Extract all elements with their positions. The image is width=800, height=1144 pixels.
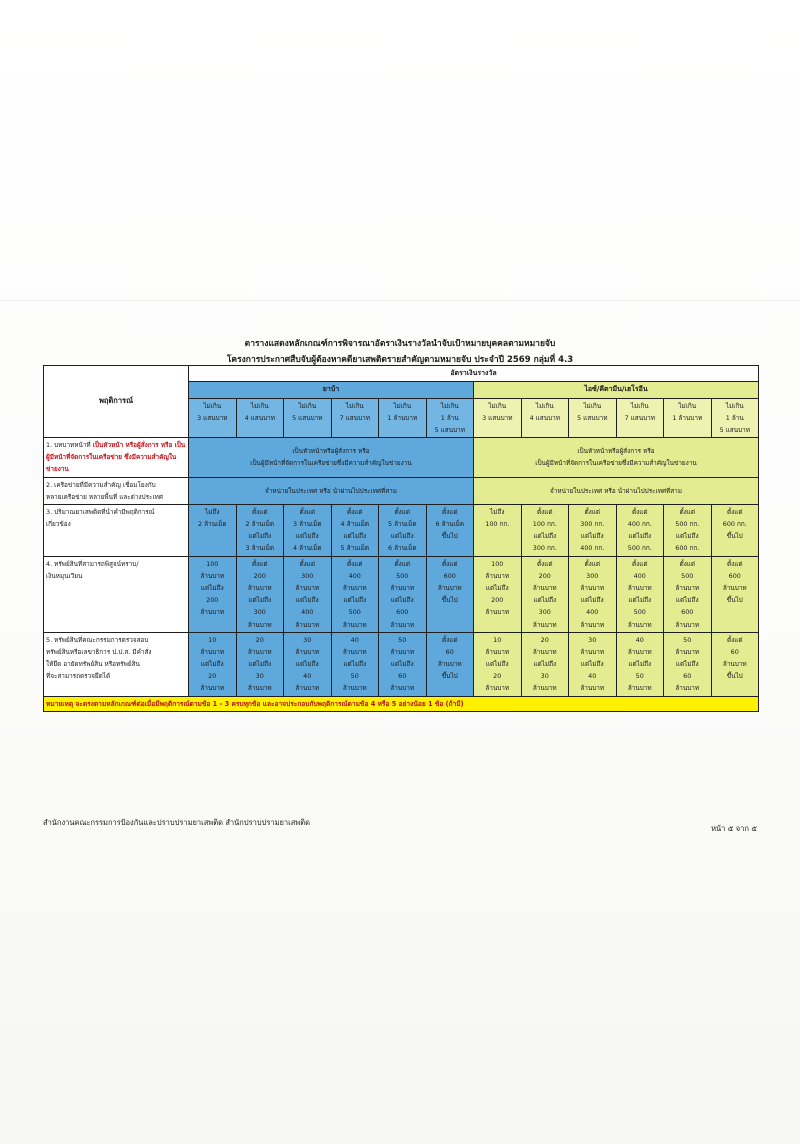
yaba-col-header-2 — [236, 398, 284, 438]
row4-ice-cell-4-line4: แต่ไม่ถึง — [628, 596, 652, 605]
row3-yaba-cell-4-line4: 5 ล้านเม็ด — [340, 544, 370, 553]
row3-yaba-cell-4-line3: แต่ไม่ถึง — [343, 532, 367, 541]
row4-ice-cell-5-line2: 500 — [681, 571, 694, 580]
row4-yaba-cell-1 — [189, 556, 237, 632]
row5-yaba-cell-6-line1: ตั้งแต่ — [441, 635, 458, 644]
row3-label-line1: 3. ปริมาณยาเสพติดที่นำคำมีพฤติการณ์ — [46, 507, 155, 516]
row5-yaba-cell-5-line1: 50 — [398, 635, 407, 644]
yaba-col-header-6-line1: ไม่เกิน — [440, 401, 459, 410]
row3-yaba-cell-5-line1: ตั้งแต่ — [394, 507, 411, 516]
row1-yaba-line2: เป็นผู้มีหน้าที่จัดการในเครือข่ายซึ่งมีความสำคัญในข่ายงาน — [250, 459, 412, 468]
row5-yaba-cell-4-line3: แต่ไม่ถึง — [343, 660, 367, 669]
row5-ice-cell-5-line4: 60 — [683, 672, 692, 681]
row5-ice-cell-6-line3: ล้านบาท — [722, 660, 747, 669]
row5-ice-cell-6-line2: 60 — [730, 647, 739, 656]
row4-ice-cell-4-line3: ล้านบาท — [627, 584, 652, 592]
row4-yaba-cell-4-line2: 400 — [348, 571, 361, 580]
ice-col-header-3 — [569, 398, 617, 438]
row4-yaba-cell-2-line6: ล้านบาท — [247, 620, 272, 629]
row5-yaba-cell-6-line2: 60 — [445, 647, 454, 656]
row3-ice-cell-5 — [664, 504, 712, 556]
row4-yaba-cell-3-line2: 300 — [301, 571, 314, 580]
row5-yaba-cell-5-line2: ล้านบาท — [390, 647, 415, 656]
row3-ice-cell-4-line4: 500 กก. — [627, 544, 652, 553]
yaba-col-header-3-line2: 5 แสนบาท — [292, 413, 323, 422]
row3-yaba-cell-5-line2: 5 ล้านเม็ด — [387, 520, 417, 529]
row5-yaba-cell-2-line5: ล้านบาท — [247, 684, 272, 693]
row5-ice-cell-3-line4: 40 — [588, 672, 597, 681]
row4-yaba-cell-1-line3: แต่ไม่ถึง — [200, 584, 224, 592]
row4-yaba-cell-4-line5: 500 — [348, 608, 361, 617]
row5-ice-cell-3 — [569, 632, 617, 696]
yaba-col-header-3-line1: ไม่เกิน — [298, 401, 317, 410]
row5-yaba-cell-5-line4: 60 — [398, 672, 407, 681]
ice-col-header-3-line2: 5 แสนบาท — [577, 413, 608, 422]
row5-ice-cell-4 — [616, 632, 664, 696]
row1-label-red: เป็นหัวหน้า หรือผู้สั่งการ หรือ เป็นผู้มีหน้าที่จัดการในเครือข่าย ซึ่งมีความสำคัญในข่ายงาน — [46, 441, 186, 474]
yaba-col-header-6-line3: 5 แสนบาท — [434, 425, 465, 434]
row4-ice-cell-4-line2: 400 — [633, 571, 646, 580]
row3-ice-cell-6-line1: ตั้งแต่ — [726, 507, 743, 516]
row3-label — [44, 504, 189, 556]
row5-yaba-cell-1-line2: ล้านบาท — [200, 647, 225, 656]
row4-yaba-cell-5-line5: 600 — [396, 608, 409, 617]
ice-col-header-5-line2: 1 ล้านบาท — [672, 413, 703, 422]
row4-ice-cell-3-line1: ตั้งแต่ — [584, 559, 601, 568]
ice-col-header-6-line1: ไม่เกิน — [725, 401, 744, 410]
row5-ice-cell-4-line5: ล้านบาท — [627, 684, 652, 693]
ice-col-header-2 — [521, 398, 569, 438]
yaba-col-header-4-line2: 7 แสนบาท — [339, 413, 370, 422]
ice-col-header-2-line2: 4 แสนบาท — [529, 413, 560, 422]
row3-yaba-cell-6 — [426, 504, 474, 556]
row4-yaba-cell-2-line1: ตั้งแต่ — [251, 559, 268, 568]
row3-yaba-cell-5-line3: แต่ไม่ถึง — [390, 532, 414, 541]
row4-ice-cell-3-line6: ล้านบาท — [580, 620, 605, 629]
row5-ice-cell-5-line1: 50 — [683, 635, 692, 644]
row4-ice-cell-3 — [569, 556, 617, 632]
row3-yaba-cell-1 — [189, 504, 237, 556]
row3-yaba-cell-2-line4: 3 ล้านเม็ด — [245, 544, 275, 553]
row4-yaba-cell-3-line6: ล้านบาท — [295, 620, 320, 629]
row4-ice-cell-2 — [521, 556, 569, 632]
row4-ice-cell-1-line5: ล้านบาท — [485, 608, 510, 617]
row4-ice-cell-5-line4: แต่ไม่ถึง — [675, 596, 699, 605]
row4-ice-cell-3-line4: แต่ไม่ถึง — [580, 596, 604, 605]
row5-ice-cell-4-line1: 40 — [635, 635, 644, 644]
row4-ice-cell-1-line3: แต่ไม่ถึง — [485, 584, 509, 592]
row5-yaba-cell-2-line2: ล้านบาท — [247, 647, 272, 656]
row4-yaba-cell-4-line6: ล้านบาท — [342, 620, 367, 629]
row1-ice-line1: เป็นหัวหน้าหรือผู้สั่งการ หรือ — [577, 447, 655, 456]
row5-yaba-cell-3-line1: 30 — [303, 635, 312, 644]
yaba-col-header-1-line1: ไม่เกิน — [203, 401, 222, 410]
row5-yaba-cell-5 — [379, 632, 427, 696]
yaba-col-header-5-line2: 1 ล้านบาท — [387, 413, 418, 422]
row4-ice-cell-4-line6: ล้านบาท — [627, 620, 652, 629]
row4-yaba-cell-3 — [284, 556, 332, 632]
row4-label — [44, 556, 189, 632]
ice-col-header-1-line2: 3 แสนบาท — [482, 413, 513, 422]
row5-ice-cell-1-line5: ล้านบาท — [485, 684, 510, 693]
row2-ice: จำหน่ายในประเทศ หรือ นำผ่านไปประเทศที่สาม — [474, 477, 759, 504]
row1-ice — [474, 438, 759, 478]
row4-yaba-cell-2-line2: 200 — [253, 571, 266, 580]
row5-ice-cell-3-line1: 30 — [588, 635, 597, 644]
ice-col-header-4-line1: ไม่เกิน — [630, 401, 649, 410]
row4-yaba-cell-6-line4: ขึ้นไป — [441, 596, 458, 605]
row4-yaba-cell-5-line6: ล้านบาท — [390, 620, 415, 629]
row3-yaba-cell-2 — [236, 504, 284, 556]
row4-ice-cell-2-line5: 300 — [538, 608, 551, 617]
row5-ice-cell-4-line3: แต่ไม่ถึง — [628, 660, 652, 669]
row5-yaba-cell-1-line4: 20 — [208, 672, 217, 681]
row5-ice-cell-6-line1: ตั้งแต่ — [726, 635, 743, 644]
row4-ice-cell-5-line3: ล้านบาท — [675, 584, 700, 592]
row4-yaba-cell-1-line5: ล้านบาท — [200, 608, 225, 617]
row4-yaba-cell-3-line3: ล้านบาท — [295, 584, 320, 592]
row4-ice-cell-2-line2: 200 — [538, 571, 551, 580]
row5-ice-cell-5 — [664, 632, 712, 696]
row4-yaba-cell-4-line1: ตั้งแต่ — [346, 559, 363, 568]
row4-yaba-cell-2-line3: ล้านบาท — [247, 584, 272, 592]
row3-ice-cell-3 — [569, 504, 617, 556]
row4-yaba-cell-5-line2: 500 — [396, 571, 409, 580]
row3-ice-cell-6 — [711, 504, 759, 556]
ice-col-header-6-line3: 5 แสนบาท — [719, 425, 750, 434]
row5-yaba-cell-4-line2: ล้านบาท — [342, 647, 367, 656]
behavior-header: พฤติการณ์ — [44, 366, 189, 438]
row4-yaba-cell-6 — [426, 556, 474, 632]
row3-yaba-cell-5 — [379, 504, 427, 556]
yaba-col-header-2-line2: 4 แสนบาท — [244, 413, 275, 422]
row2-label-line2: หลายเครือข่าย หลายพื้นที่ และต่างประเทศ — [46, 492, 163, 501]
row3-yaba-cell-6-line2: 6 ล้านเม็ด — [435, 520, 465, 529]
row2-label — [44, 477, 189, 504]
page-fold-line — [0, 300, 800, 301]
reward-criteria-table — [43, 365, 759, 712]
row3-ice-cell-3-line4: 400 กก. — [580, 544, 605, 553]
row3-yaba-cell-2-line2: 2 ล้านเม็ด — [245, 520, 275, 529]
yaba-col-header-3 — [284, 398, 332, 438]
row5-ice-cell-1-line1: 10 — [493, 635, 502, 644]
row4-ice-cell-4-line1: ตั้งแต่ — [631, 559, 648, 568]
row3-ice-cell-1 — [474, 504, 522, 556]
row5-ice-cell-4-line2: ล้านบาท — [627, 647, 652, 656]
row3-ice-cell-2 — [521, 504, 569, 556]
document-subtitle: โครงการประกาศสืบจับผู้ต้องหาคดียาเสพติดรายสำคัญตามหมายจับ ประจำปี 2569 กลุ่มที่ 4.3 — [226, 355, 574, 365]
row4-yaba-cell-5 — [379, 556, 427, 632]
row5-ice-cell-4-line4: 50 — [635, 672, 644, 681]
row3-ice-cell-2-line1: ตั้งแต่ — [536, 507, 553, 516]
yaba-col-header-4-line1: ไม่เกิน — [345, 401, 364, 410]
page-number: หน้า ๕ จาก ๕ — [711, 824, 757, 833]
row5-yaba-cell-1-line1: 10 — [208, 635, 217, 644]
row5-ice-cell-6 — [711, 632, 759, 696]
ice-col-header-5-line1: ไม่เกิน — [678, 401, 697, 410]
row3-ice-cell-2-line2: 100 กก. — [532, 520, 557, 529]
row4-yaba-cell-6-line2: 600 — [443, 571, 456, 580]
row4-yaba-cell-1-line1: 100 — [206, 559, 219, 568]
row3-yaba-cell-3-line3: แต่ไม่ถึง — [295, 532, 319, 541]
row5-yaba-cell-3 — [284, 632, 332, 696]
row4-yaba-cell-2-line4: แต่ไม่ถึง — [248, 596, 272, 605]
row4-yaba-cell-3-line1: ตั้งแต่ — [299, 559, 316, 568]
row3-ice-cell-6-line2: 600 กก. — [722, 520, 747, 529]
row5-yaba-cell-2 — [236, 632, 284, 696]
row4-yaba-cell-2 — [236, 556, 284, 632]
row4-ice-cell-4 — [616, 556, 664, 632]
row5-ice-cell-2 — [521, 632, 569, 696]
row5-ice-cell-1-line3: แต่ไม่ถึง — [485, 660, 509, 669]
ice-col-header-4-line2: 7 แสนบาท — [624, 413, 655, 422]
row5-ice-cell-5-line5: ล้านบาท — [675, 684, 700, 693]
row4-yaba-cell-3-line5: 400 — [301, 608, 314, 617]
yaba-col-header-5 — [379, 398, 427, 438]
row5-yaba-cell-3-line4: 40 — [303, 672, 312, 681]
row4-ice-cell-4-line5: 500 — [633, 608, 646, 617]
row3-ice-cell-3-line1: ตั้งแต่ — [584, 507, 601, 516]
row4-ice-cell-2-line4: แต่ไม่ถึง — [533, 596, 557, 605]
row3-ice-cell-5-line3: แต่ไม่ถึง — [675, 532, 699, 541]
yaba-col-header-6 — [426, 398, 474, 438]
row1-label — [44, 438, 189, 478]
ice-col-header-4 — [616, 398, 664, 438]
row3-ice-cell-2-line4: 300 กก. — [532, 544, 557, 553]
row5-yaba-cell-4-line5: ล้านบาท — [342, 684, 367, 693]
row1-ice-line2: เป็นผู้มีหน้าที่จัดการในเครือข่ายซึ่งมีความสำคัญในข่ายงาน — [535, 459, 697, 468]
row5-yaba-cell-1 — [189, 632, 237, 696]
row4-label-line1: 4. ทรัพย์สินที่สามารถพิสูจน์ทราบ/ — [46, 559, 139, 568]
group-ice-header: ไอซ์/คีตามีน/เฮโรอีน — [474, 382, 759, 398]
row3-yaba-cell-5-line4: 6 ล้านเม็ด — [387, 544, 417, 553]
yaba-col-header-4 — [331, 398, 379, 438]
ice-col-header-5 — [664, 398, 712, 438]
row3-ice-cell-3-line3: แต่ไม่ถึง — [580, 532, 604, 541]
row3-yaba-cell-3-line4: 4 ล้านเม็ด — [292, 544, 322, 553]
row3-yaba-cell-1-line1: ไม่ถึง — [205, 507, 220, 516]
row5-yaba-cell-5-line5: ล้านบาท — [390, 684, 415, 693]
row4-ice-cell-2-line1: ตั้งแต่ — [536, 559, 553, 568]
row3-label-line2: เกี่ยวข้อง — [46, 520, 71, 529]
row3-yaba-cell-4 — [331, 504, 379, 556]
row5-label-line3: ให้ยึด อายัดทรัพย์สิน หรือทรัพย์สิน — [46, 660, 140, 669]
row3-ice-cell-5-line1: ตั้งแต่ — [679, 507, 696, 516]
row5-ice-cell-2-line5: ล้านบาท — [532, 684, 557, 693]
row4-yaba-cell-3-line4: แต่ไม่ถึง — [295, 596, 319, 605]
row5-yaba-cell-6-line3: ล้านบาท — [437, 660, 462, 669]
note: หมายเหตุ จะตรงตามหลักเกณฑ์ต่อเมื่อมีพฤติการณ์ตามข้อ 1 - 3 ครบทุกข้อ และอาจประกอบกับพฤติการณ์ตามข้อ 4 หรือ 5 อย่างน้อย 1 ข้อ (ถ้ามี) — [44, 696, 759, 712]
yaba-col-header-1 — [189, 398, 237, 438]
row4-ice-cell-3-line5: 400 — [586, 608, 599, 617]
ice-col-header-1 — [474, 398, 522, 438]
row4-ice-cell-3-line3: ล้านบาท — [580, 584, 605, 592]
row5-yaba-cell-2-line4: 30 — [255, 672, 264, 681]
row4-yaba-cell-6-line3: ล้านบาท — [437, 584, 462, 592]
row4-ice-cell-1-line2: ล้านบาท — [485, 571, 510, 580]
row4-yaba-cell-1-line4: 200 — [206, 596, 219, 605]
row3-ice-cell-6-line3: ขึ้นไป — [726, 532, 743, 541]
ice-col-header-6 — [711, 398, 759, 438]
row3-yaba-cell-3-line1: ตั้งแต่ — [299, 507, 316, 516]
row4-ice-cell-5-line6: ล้านบาท — [675, 620, 700, 629]
group-yaba-header: ยาบ้า — [189, 382, 474, 398]
row5-yaba-cell-1-line3: แต่ไม่ถึง — [200, 660, 224, 669]
yaba-col-header-2-line1: ไม่เกิน — [250, 401, 269, 410]
row1-yaba — [189, 438, 474, 478]
row5-ice-cell-3-line5: ล้านบาท — [580, 684, 605, 693]
row4-ice-cell-3-line2: 300 — [586, 571, 599, 580]
ice-col-header-6-line2: 1 ล้าน — [725, 413, 744, 422]
agency-footer: สำนักงานคณะกรรมการป้องกันและปราบปรามยาเสพติด สำนักปราบปรามยาเสพติด — [43, 818, 310, 827]
row4-ice-cell-6-line1: ตั้งแต่ — [726, 559, 743, 568]
row4-ice-cell-2-line3: ล้านบาท — [532, 584, 557, 592]
row4-ice-cell-6-line2: 600 — [728, 571, 741, 580]
row2-yaba: จำหน่ายในประเทศ หรือ นำผ่านไปประเทศที่สาม — [189, 477, 474, 504]
row4-ice-cell-6-line4: ขึ้นไป — [726, 596, 743, 605]
row3-yaba-cell-2-line1: ตั้งแต่ — [251, 507, 268, 516]
row5-yaba-cell-2-line1: 20 — [255, 635, 264, 644]
row5-ice-cell-5-line2: ล้านบาท — [675, 647, 700, 656]
row5-ice-cell-2-line2: ล้านบาท — [532, 647, 557, 656]
row5-ice-cell-2-line4: 30 — [540, 672, 549, 681]
row5-yaba-cell-4 — [331, 632, 379, 696]
row5-label-line2: ทรัพย์สินหรือเลขาธิการ ป.ป.ส. มีคำสั่ง — [46, 647, 152, 656]
row3-ice-cell-5-line2: 500 กก. — [675, 520, 700, 529]
row4-ice-cell-5 — [664, 556, 712, 632]
row5-yaba-cell-6-line4: ขึ้นไป — [441, 672, 458, 681]
row3-yaba-cell-4-line2: 4 ล้านเม็ด — [340, 520, 370, 529]
row3-ice-cell-4 — [616, 504, 664, 556]
row4-ice-cell-1-line1: 100 — [491, 559, 504, 568]
document-title: ตารางแสดงหลักเกณฑ์การพิจารณาอัตราเงินรางวัลนำจับเป้าหมายบุคคลตามหมายจับ — [244, 339, 556, 349]
row2-label-line1: 2. เครือข่ายที่มีความสำคัญ เชื่อมโยงกับ — [46, 480, 156, 489]
row5-yaba-cell-3-line3: แต่ไม่ถึง — [295, 660, 319, 669]
row4-ice-cell-1-line4: 200 — [491, 596, 504, 605]
row3-yaba-cell-6-line1: ตั้งแต่ — [441, 507, 458, 516]
row3-yaba-cell-6-line3: ขึ้นไป — [441, 532, 458, 541]
row5-ice-cell-3-line2: ล้านบาท — [580, 647, 605, 656]
row3-ice-cell-5-line4: 600 กก. — [675, 544, 700, 553]
row1-label-plain: 1. บทบาทหน้าที่ — [46, 441, 91, 450]
row4-yaba-cell-6-line1: ตั้งแต่ — [441, 559, 458, 568]
row3-ice-cell-2-line3: แต่ไม่ถึง — [533, 532, 557, 541]
row5-yaba-cell-6 — [426, 632, 474, 696]
row3-yaba-cell-1-line2: 2 ล้านเม็ด — [197, 520, 227, 529]
row5-ice-cell-2-line3: แต่ไม่ถึง — [533, 660, 557, 669]
row3-ice-cell-3-line2: 300 กก. — [580, 520, 605, 529]
row5-ice-cell-1 — [474, 632, 522, 696]
row4-yaba-cell-4-line3: ล้านบาท — [342, 584, 367, 592]
row5-label — [44, 632, 189, 696]
row5-yaba-cell-1-line5: ล้านบาท — [200, 684, 225, 693]
row5-yaba-cell-3-line5: ล้านบาท — [295, 684, 320, 693]
row5-ice-cell-1-line2: ล้านบาท — [485, 647, 510, 656]
ice-col-header-1-line1: ไม่เกิน — [488, 401, 507, 410]
row3-ice-cell-4-line1: ตั้งแต่ — [631, 507, 648, 516]
ice-col-header-2-line1: ไม่เกิน — [535, 401, 554, 410]
row4-ice-cell-2-line6: ล้านบาท — [532, 620, 557, 629]
row5-ice-cell-6-line4: ขึ้นไป — [726, 672, 743, 681]
row4-ice-cell-5-line5: 600 — [681, 608, 694, 617]
row4-label-line2: เงินหมุนเวียน — [46, 571, 83, 580]
row5-ice-cell-3-line3: แต่ไม่ถึง — [580, 660, 604, 669]
row5-yaba-cell-2-line3: แต่ไม่ถึง — [248, 660, 272, 669]
row4-ice-cell-6 — [711, 556, 759, 632]
yaba-col-header-6-line2: 1 ล้าน — [440, 413, 459, 422]
row3-yaba-cell-4-line1: ตั้งแต่ — [346, 507, 363, 516]
row5-ice-cell-1-line4: 20 — [493, 672, 502, 681]
row3-ice-cell-4-line3: แต่ไม่ถึง — [628, 532, 652, 541]
row1-yaba-line1: เป็นหัวหน้าหรือผู้สั่งการ หรือ — [292, 447, 370, 456]
row3-ice-cell-1-line2: 100 กก. — [485, 520, 510, 529]
row4-yaba-cell-2-line5: 300 — [253, 608, 266, 617]
row4-yaba-cell-4-line4: แต่ไม่ถึง — [343, 596, 367, 605]
row4-ice-cell-1 — [474, 556, 522, 632]
row3-ice-cell-1-line1: ไม่ถึง — [490, 507, 505, 516]
yaba-col-header-1-line2: 3 แสนบาท — [197, 413, 228, 422]
yaba-col-header-5-line1: ไม่เกิน — [393, 401, 412, 410]
row5-yaba-cell-4-line1: 40 — [350, 635, 359, 644]
row4-yaba-cell-4 — [331, 556, 379, 632]
ice-col-header-3-line1: ไม่เกิน — [583, 401, 602, 410]
row4-ice-cell-5-line1: ตั้งแต่ — [679, 559, 696, 568]
row4-yaba-cell-5-line1: ตั้งแต่ — [394, 559, 411, 568]
row5-label-line4: ที่จะสามารถตรวจยึดได้ — [46, 672, 111, 681]
row3-yaba-cell-2-line3: แต่ไม่ถึง — [248, 532, 272, 541]
row3-ice-cell-4-line2: 400 กก. — [627, 520, 652, 529]
reward-header: อัตราเงินรางวัล — [189, 366, 759, 382]
row4-yaba-cell-5-line3: ล้านบาท — [390, 584, 415, 592]
row5-ice-cell-2-line1: 20 — [540, 635, 549, 644]
row5-ice-cell-5-line3: แต่ไม่ถึง — [675, 660, 699, 669]
row4-yaba-cell-1-line2: ล้านบาท — [200, 571, 225, 580]
row5-yaba-cell-4-line4: 50 — [350, 672, 359, 681]
row5-label-line1: 5. ทรัพย์สินที่คณะกรรมการตรวจสอบ — [46, 635, 149, 644]
row5-yaba-cell-3-line2: ล้านบาท — [295, 647, 320, 656]
row4-ice-cell-6-line3: ล้านบาท — [722, 584, 747, 592]
row5-yaba-cell-5-line3: แต่ไม่ถึง — [390, 660, 414, 669]
row4-yaba-cell-5-line4: แต่ไม่ถึง — [390, 596, 414, 605]
row3-yaba-cell-3 — [284, 504, 332, 556]
row3-yaba-cell-3-line2: 3 ล้านเม็ด — [292, 520, 322, 529]
